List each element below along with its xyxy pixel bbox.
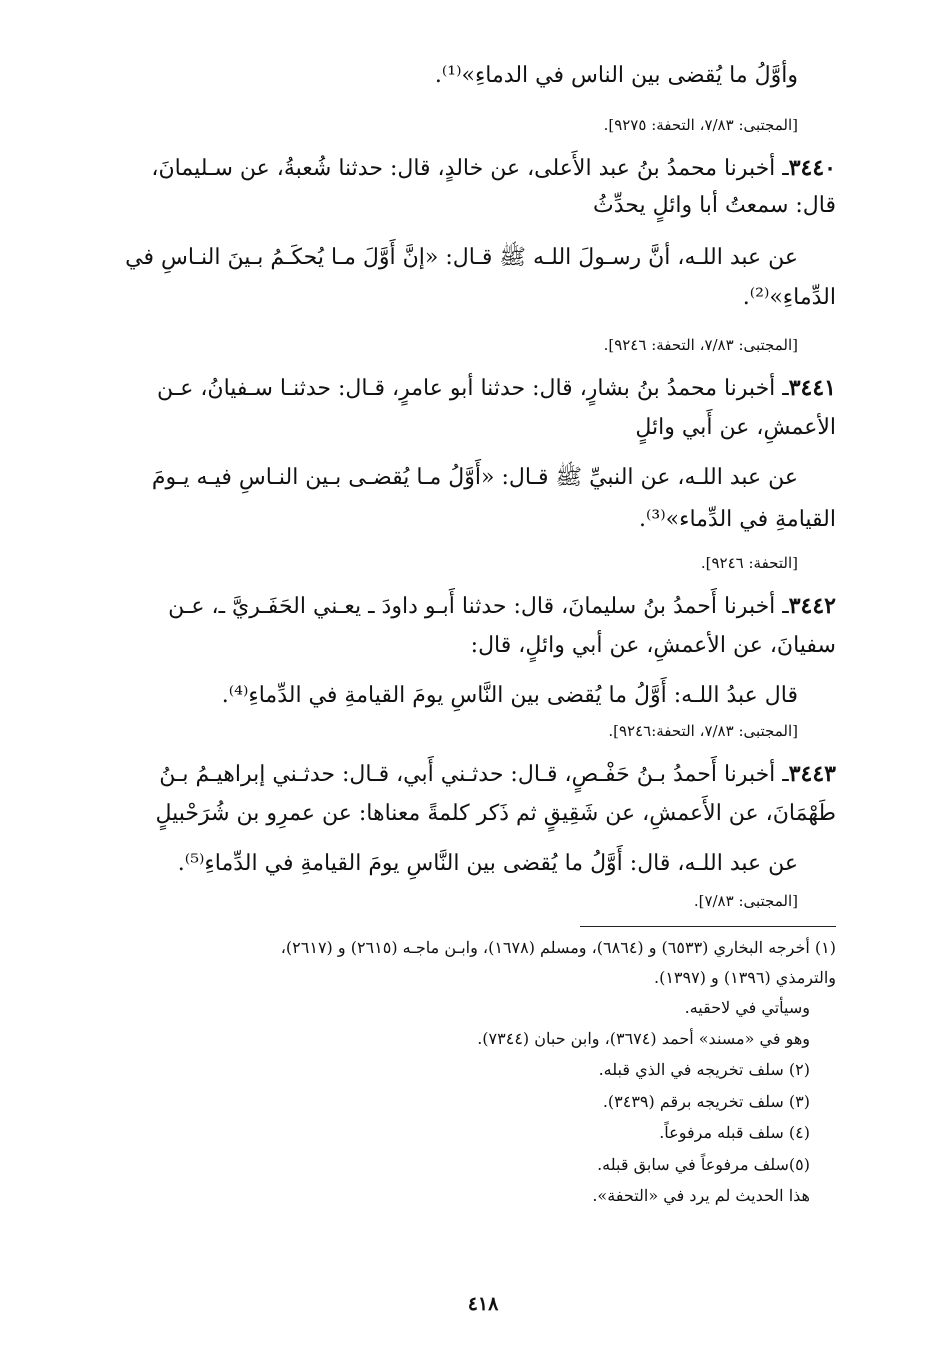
hadith-3442-line-1: ٣٤٤٢ـ أخبرنا أَحمدُ بنُ سليمانَ، قال: حدثنا أَبـو داودَ ـ يعـني الحَفَـريَّ ـ، عـن bbox=[168, 593, 836, 619]
text-line: الأعمشِ، عن أَبي وائلٍ bbox=[635, 415, 836, 440]
reference-line: [المجتبى: ٧/٨٣]. bbox=[693, 892, 798, 910]
footnote-line: (٥)سلف مرفوعاً في سابق قبله. bbox=[597, 1155, 810, 1174]
text-line: القيامةِ في الدِّماء»⁽³⁾. bbox=[639, 507, 836, 532]
footnote-line: هذا الحديث لم يرد في «التحفة». bbox=[592, 1186, 810, 1205]
footnote-separator bbox=[580, 926, 836, 927]
footnote-line: (٤) سلف قبله مرفوعاً. bbox=[659, 1123, 810, 1142]
text-line: طَهْمَانَ، عن الأَعمشِ، عن شَقِيقٍ ثم ذَكر كلمةً معناها: عن عمرِو بن شُرَحْبيلٍ bbox=[155, 801, 836, 826]
page bbox=[125, 48, 836, 1328]
footnote-line: (١) أخرجه البخاري (٦٥٣٣) و (٦٨٦٤)، ومسلم (١٦٧٨)، وابـن ماجـه (٢٦١٥) و (٢٦١٧)، bbox=[280, 938, 836, 957]
text-line: قال عبدُ اللـه: أَوَّلُ ما يُقضى بين النَّاسِ يومَ القيامةِ في الدِّماءِ⁽⁴⁾. bbox=[221, 683, 798, 708]
footnote-line: وسيأتي في لاحقيه. bbox=[684, 998, 810, 1017]
hadith-number: ٣٤٤١ bbox=[788, 375, 836, 401]
reference-line: [التحفة: ٩٢٤٦]. bbox=[700, 554, 798, 572]
text-line: قال: سمعتُ أبا وائلٍ يحدِّثُ bbox=[593, 193, 836, 218]
footnote-line: والترمذي (١٣٩٦) و (١٣٩٧). bbox=[654, 968, 836, 987]
text-line: الدِّماءِ»⁽²⁾. bbox=[742, 285, 836, 310]
reference-line: [المجتبى: ٧/٨٣، التحفة: ٩٢٤٦]. bbox=[603, 336, 798, 354]
text-line: سفيانَ، عن الأعمشِ، عن أبي وائلٍ، قال: bbox=[470, 633, 836, 658]
reference-line: [المجتبى: ٧/٨٣، التحفة: ٩٢٧٥]. bbox=[603, 116, 798, 134]
hadith-number: ٣٤٤٣ bbox=[788, 761, 836, 787]
text-line: وأوَّلُ ما يُقضى بين الناس في الدماءِ»⁽¹⁾. bbox=[434, 63, 798, 88]
page-number: ٤١٨ bbox=[467, 1293, 499, 1315]
hadith-3440-line-1: ٣٤٤٠ـ أخبرنا محمدُ بنُ عبد الأَعلى، عن خالدٍ، قال: حدثنا شُعبةُ، عن سـليمانَ، bbox=[151, 155, 836, 181]
footnote-line: وهو في «مسند» أحمد (٣٦٧٤)، وابن حبان (٧٣٤٤). bbox=[477, 1029, 810, 1048]
footnote-line: (٢) سلف تخريجه في الذي قبله. bbox=[598, 1060, 810, 1079]
text-line: عن عبد اللـه، عن النبيِّ ﷺ قـال: «أَوَّلُ مـا يُقضـى بـين النـاسِ فيـه يـومَ bbox=[151, 465, 798, 490]
text-line: عن عبد اللـه، أنَّ رسـولَ اللـه ﷺ قـال: «إنَّ أَوَّلَ مـا يُحكَـمُ بـينَ النـاسِ في bbox=[125, 245, 798, 270]
reference-line: [المجتبى: ٧/٨٣، التحفة:٩٢٤٦]. bbox=[608, 722, 798, 740]
footnote-line: (٣) سلف تخريجه برقم (٣٤٣٩). bbox=[602, 1092, 810, 1111]
hadith-number: ٣٤٤٠ bbox=[788, 155, 836, 181]
hadith-number: ٣٤٤٢ bbox=[788, 593, 836, 619]
text-line: عن عبد اللـه، قال: أَوَّلُ ما يُقضى بين النَّاسِ يومَ القيامةِ في الدِّماءِ⁽⁵⁾. bbox=[177, 851, 798, 876]
hadith-3441-line-1: ٣٤٤١ـ أخبرنا محمدُ بنُ بشارٍ، قال: حدثنا أبو عامرٍ، قـال: حدثنـا سـفيانُ، عـن bbox=[157, 375, 836, 401]
hadith-3443-line-1: ٣٤٤٣ـ أخبرنا أَحمدُ بـنُ حَفْـصٍ، قـال: حدثـني أَبي، قـال: حدثـني إبراهيـمُ بـنُ bbox=[159, 761, 836, 787]
